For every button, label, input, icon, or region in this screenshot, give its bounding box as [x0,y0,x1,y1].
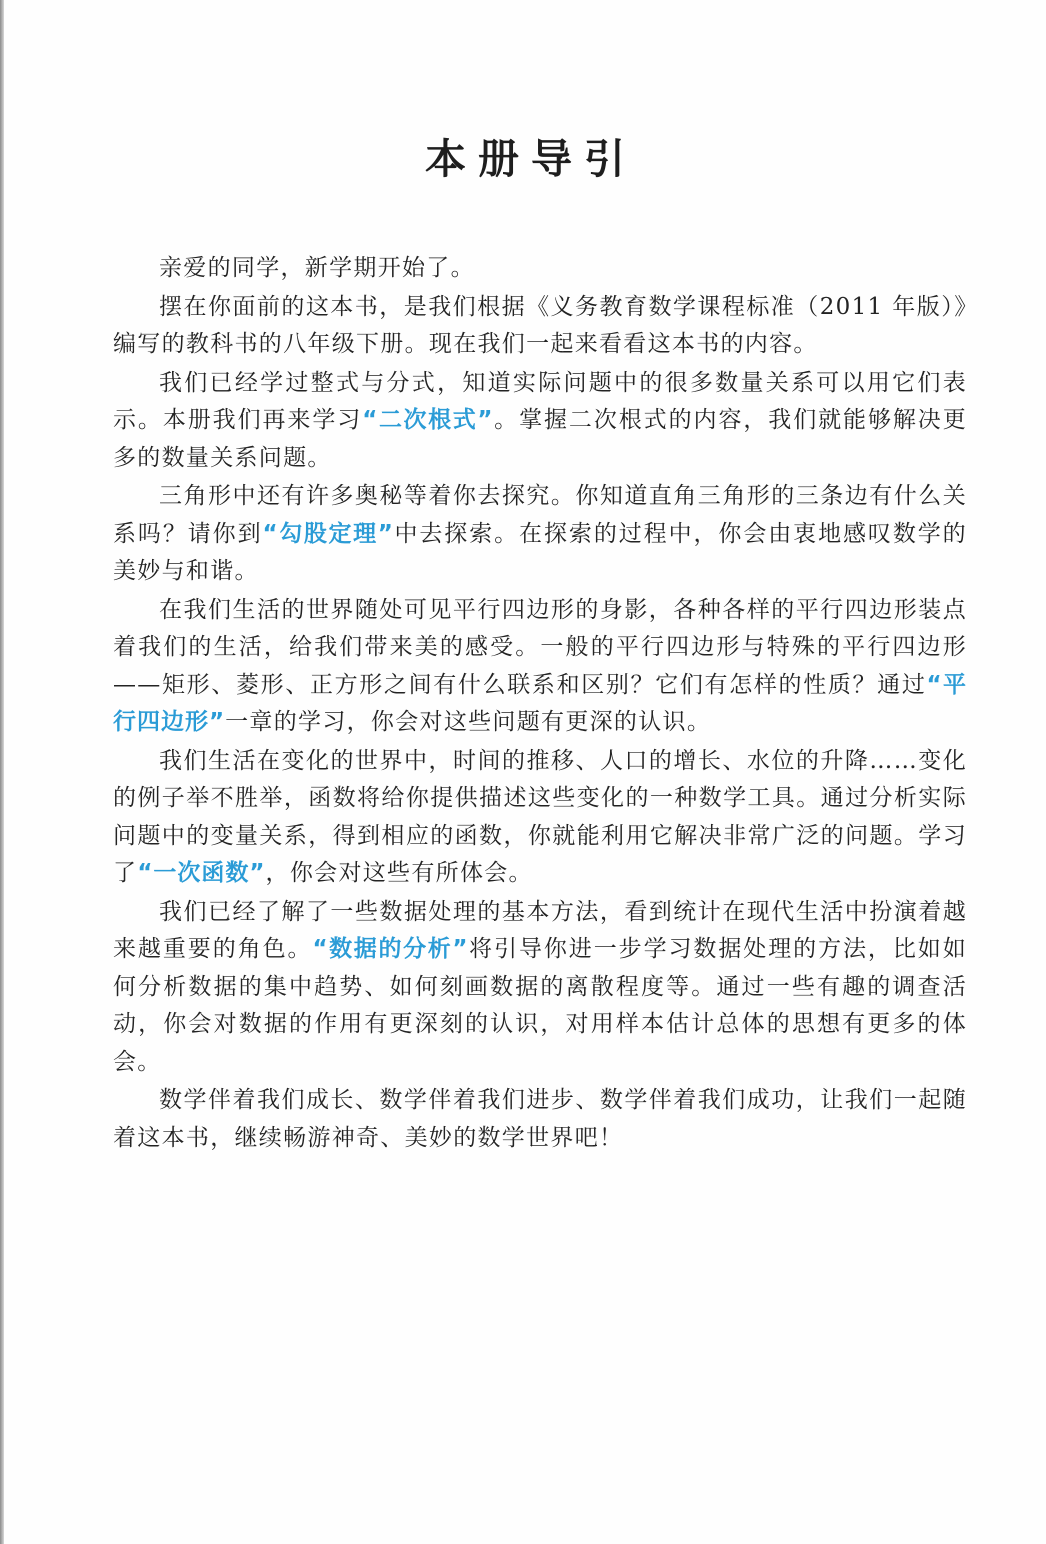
paragraph-text: 摆在你面前的这本书，是我们根据《义务教育数学课程标准（2011 年版）》编写的教科书的八年级下册。现在我们一起来看看这本书的内容。 [113,293,967,357]
paragraph-text: 将引导你进一步学习数据处理的方法，比如如何分析数据的集中趋势、如何刻画数据的离散程度等。通过一些有趣的调查活动，你会对数据的作用有更深刻的认识，对用样本估计总体的思想有更多的体会。 [113,936,968,1075]
paragraph-text: 数学伴着我们成长、数学伴着我们进步、数学伴着我们成功，让我们一起随着这本书，继续畅游神奇、美妙的数学世界吧！ [113,1087,967,1151]
chapter-highlight-parallelogram: “平行四边形” [113,671,967,735]
paragraph-text: 。掌握二次根式的内容，我们就能够解决更多的数量关系问题。 [113,407,968,471]
page-title: 本册导引 [425,135,637,183]
chapter-highlight-linear-function: “一次函数” [137,860,266,886]
page-edge-shadow [0,0,4,1544]
paragraph-text: ，你会对这些有所体会。 [265,860,533,886]
chapter-highlight-pythagorean-theorem: “勾股定理” [262,520,394,547]
paragraph-text: 我们生活在变化的世界中，时间的推移、人口的增长、水位的升降……变化的例子举不胜举，函数将给你提供描述这些变化的一种数学工具。通过分析实际问题中的变量关系，得到相应的函数，你就能利用它解决非常广泛的问题。学习了 [113,747,967,886]
paragraph [113,743,967,893]
paragraph-text: 在我们生活的世界随处可见平行四边形的身影，各种各样的平行四边形装点着我们的生活，给我们带来美的感受。一般的平行四边形与特殊的平行四边形——矩形、菱形、正方形之间有什么联系和区别？它们有怎样的性质？通过 [113,596,967,698]
chapter-highlight-data-analysis: “数据的分析” [312,936,469,962]
paragraph-text: 中去探索。在探索的过程中，你会由衷地感叹数学的美妙与和谐。 [113,520,967,584]
paragraph-text: 我们已经学过整式与分式，知道实际问题中的很多数量关系可以用它们表示。本册我们再来学习 [113,369,967,433]
paragraph [113,289,967,364]
paragraph-text: 一章的学习，你会对这些问题有更深的认识。 [225,709,712,735]
paragraph [113,250,967,288]
chapter-highlight-quadratic-radicals: “二次根式” [362,407,494,433]
paragraph [113,478,967,591]
paragraph [113,894,967,1082]
paragraph [113,365,967,478]
paragraph [113,1082,967,1157]
paragraph-text: 我们已经了解了一些数据处理的基本方法，看到统计在现代生活中扮演着越来越重要的角色。 [113,898,967,962]
paragraph-text: 三角形中还有许多奥秘等着你去探究。你知道直角三角形的三条边有什么关系吗？请你到 [113,483,967,547]
intro-body [113,250,967,1158]
paragraph [113,592,967,742]
paragraph-text: 亲爱的同学，新学期开始了。 [159,255,475,281]
